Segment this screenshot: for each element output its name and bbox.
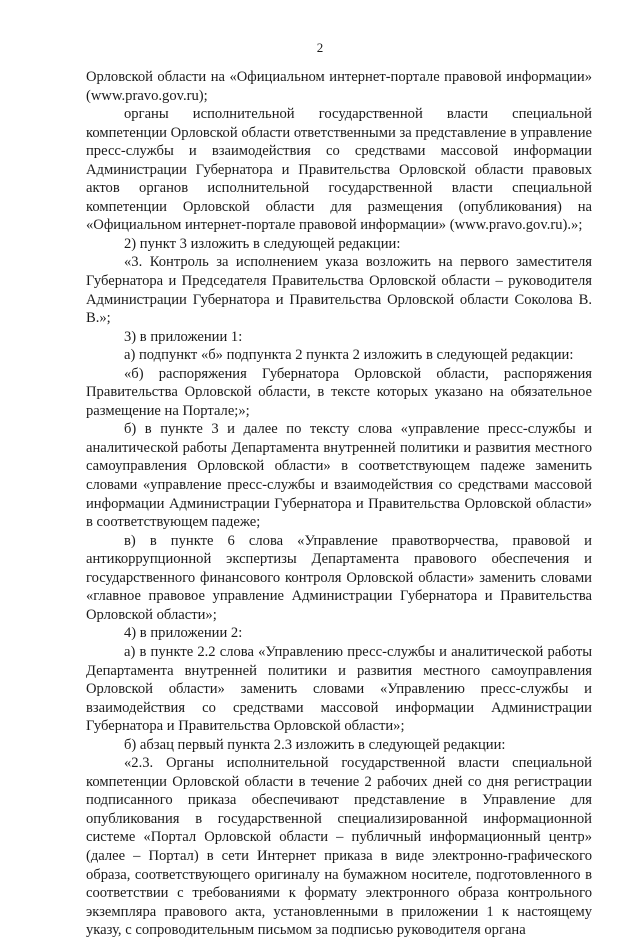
paragraph-continuation: Орловской области на «Официальном интернет-портале правовой информации» (www.pravo.gov.ru); (86, 69, 592, 104)
paragraph-subitem-a: а) подпункт «б» подпункта 2 пункта 2 изложить в следующей редакции: (124, 347, 574, 364)
paragraph-clause-2-3: «2.3. Органы исполнительной государственной власти специальной компетенции Орловской области в течение 2 рабочих дней со дня регистрации подписанного приказа обеспечивают представление в Управление для опубликования в государственной специализированной информационной системе «Портал Орловской области – публичный информационный центр» (далее – Портал) в сети Интернет приказа в виде электронно-графического образа, соответствующего оригиналу на бумажном носителе, подготовленного в соответствии с требованиями к формату электронного образа контрольного экземпляра правового акта, установленными в приложении 1 к настоящему указу, с сопроводительным письмом за подписью руководителя органа (86, 755, 592, 939)
document-body (86, 68, 592, 940)
paragraph-responsible-bodies: органы исполнительной государственной власти специальной компетенции Орловской области ответственными за представление в управление пресс-службы и взаимодействия со средствами массовой информации Администрации Губернатора и Правительства Орловской области правовых актов органов исполнительной государственной власти специальной компетенции Орловской области для размещения (опубликования) на «Официальном интернет-портале правовой информации» (www.pravo.gov.ru).»; (86, 106, 592, 234)
paragraph-subitem-b: б) в пункте 3 и далее по тексту слова «управление пресс-службы и аналитической работы Департамента внутренней политики и развития местного самоуправления Орловской области» в соответствующем падеже заменить словами «управление пресс-службы и взаимодействия со средствами массовой информации Администрации Губернатора и Правительства Орловской области» в соответствующем падеже; (86, 421, 592, 531)
page-number: 2 (316, 40, 324, 55)
paragraph-item-4-a: а) в пункте 2.2 слова «Управлению пресс-службы и аналитической работы Департамента внутренней политики и развития местного самоуправления Орловской области» заменить словами «Управлению пресс-службы и взаимодействия со средствами массовой информации Администрации Губернатора и Правительства Орловской области»; (86, 643, 592, 735)
paragraph-item-4: 4) в приложении 2: (124, 625, 243, 642)
paragraph-item-2: 2) пункт 3 изложить в следующей редакции: (124, 235, 401, 252)
paragraph-subitem-b-text: «б) распоряжения Губернатора Орловской области, распоряжения Правительства Орловской области, в тексте которых указано на обязательное размещение на Портале;»; (86, 365, 592, 419)
paragraph-control-clause: «3. Контроль за исполнением указа возложить на первого заместителя Губернатора и Председателя Правительства Орловской области – руководителя Администрации Губернатора и Правительства Орловской области Соколова В. В.»; (86, 254, 592, 327)
paragraph-item-4-b: б) абзац первый пункта 2.3 изложить в следующей редакции: (124, 736, 506, 753)
paragraph-subitem-v: в) в пункте 6 слова «Управление правотворчества, правовой и антикоррупционной экспертизы Департамента правового обеспечения и государственного финансового контроля Орловской области» заменить словами «главное правовое управление Администрации Губернатора и Правительства Орловской области»; (86, 532, 592, 623)
paragraph-item-3: 3) в приложении 1: (124, 328, 243, 345)
